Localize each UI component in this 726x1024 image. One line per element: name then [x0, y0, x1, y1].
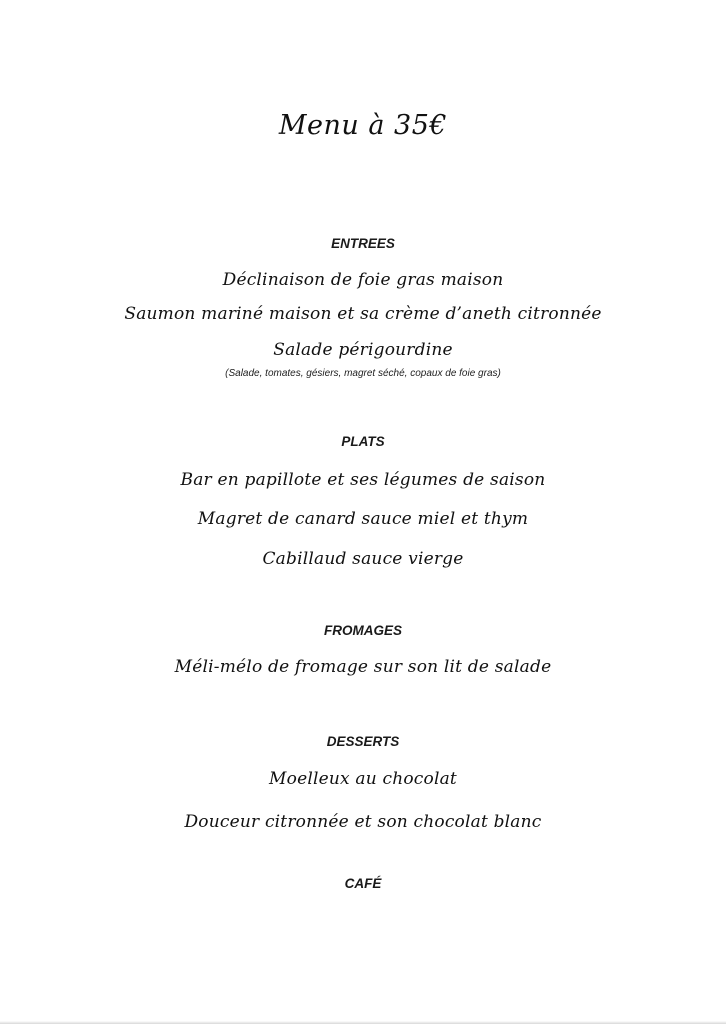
- dish-item: Cabillaud sauce vierge: [262, 549, 464, 569]
- section-heading-cafe: CAFÉ: [344, 876, 382, 891]
- dish-item: Bar en papillote et ses légumes de saison: [180, 470, 546, 490]
- dish-item: Moelleux au chocolat: [269, 769, 457, 789]
- dish-item: Méli-mélo de fromage sur son lit de salade: [174, 657, 552, 677]
- dish-item: Magret de canard sauce miel et thym: [197, 509, 529, 529]
- section-heading-fromages: FROMAGES: [323, 623, 402, 638]
- section-heading-desserts: DESSERTS: [326, 734, 400, 749]
- section-heading-plats: PLATS: [341, 434, 385, 449]
- section-heading-entrees: ENTREES: [331, 236, 395, 251]
- menu-title: Menu à 35€: [278, 110, 448, 141]
- dish-note: (Salade, tomates, gésiers, magret séché, copaux de foie gras): [225, 368, 501, 379]
- dish-item: Saumon mariné maison et sa crème d’aneth citronnée: [124, 304, 602, 324]
- dish-item: Douceur citronnée et son chocolat blanc: [184, 812, 542, 832]
- dish-item: Déclinaison de foie gras maison: [222, 270, 504, 290]
- dish-item: Salade périgourdine: [273, 340, 453, 360]
